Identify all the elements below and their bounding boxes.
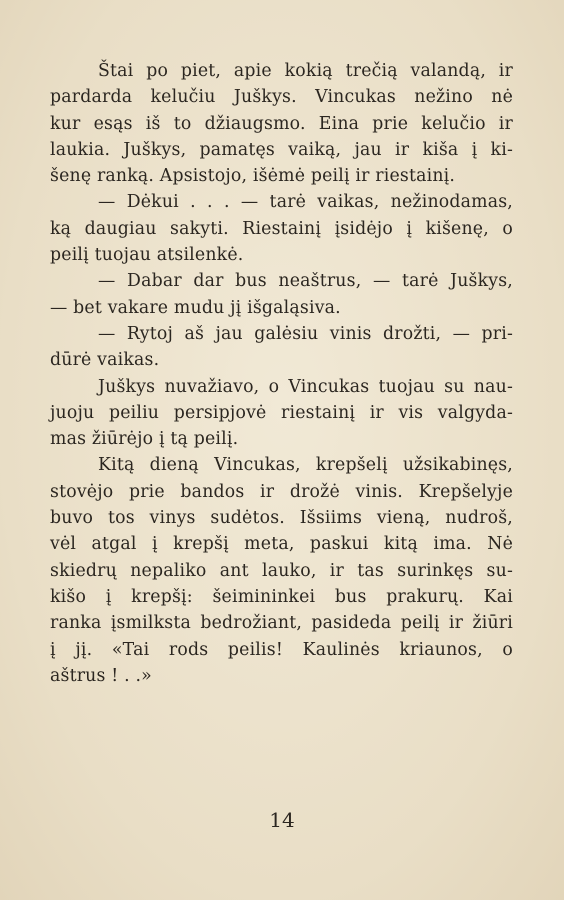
text-line: buvo tos vinys sudėtos. Išsiims vieną, nudroš, xyxy=(50,508,513,529)
text-line: — Dabar dar bus neaštrus, — tarė Juškys, xyxy=(98,271,513,292)
text-line: — Rytoj aš jau galėsiu vinis drožti, — pri- xyxy=(98,323,513,344)
text-line: — Dėkui . . . — tarė vaikas, nežinodamas, xyxy=(98,192,513,213)
text-line: dūrė vaikas. xyxy=(50,350,160,371)
page-number: 14 xyxy=(269,808,295,832)
text-line: kišo į krepšį: šeimininkei bus prakurų. Kai xyxy=(50,586,513,607)
text-line: į jį. «Tai rods peilis! Kaulinės kriaunos, o xyxy=(50,639,513,660)
text-line: peilį tuojau atsilenkė. xyxy=(50,245,244,266)
text-line: pardarda kelučiu Juškys. Vincukas nežino nė xyxy=(50,87,513,108)
text-line: mas žiūrėjo į tą peilį. xyxy=(50,429,239,450)
text-line: Štai po piet, apie kokią trečią valandą, ir xyxy=(98,61,513,81)
text-line: ranka įsmilksta bedrožiant, pasideda peilį ir žiūri xyxy=(50,613,513,634)
text-line: Juškys nuvažiavo, o Vincukas tuojau su nau- xyxy=(98,376,513,397)
text-line: juoju peiliu persipjovė riestainį ir vis valgyda- xyxy=(50,402,513,423)
text-line: stovėjo prie bandos ir drožė vinis. Krepšelyje xyxy=(50,481,513,502)
text-line: kur esąs iš to džiaugsmo. Eina prie kelučio ir xyxy=(50,113,513,134)
text-line: Kitą dieną Vincukas, krepšelį užsikabinęs, xyxy=(98,455,513,476)
text-line: laukia. Juškys, pamatęs vaiką, jau ir kiša į ki- xyxy=(50,139,513,160)
text-line: vėl atgal į krepšį meta, paskui kitą ima. Nė xyxy=(50,534,513,555)
text-line: aštrus ! . .» xyxy=(50,665,152,686)
text-line: skiedrų nepaliko ant lauko, ir tas surinkęs su- xyxy=(50,560,513,581)
text-line: ką daugiau sakyti. Riestainį įsidėjo į kišenę, o xyxy=(50,218,513,239)
text-line: šenę ranką. Apsistojo, išėmė peilį ir riestainį. xyxy=(50,166,456,187)
text-line: — bet vakare mudu jį išgaląsiva. xyxy=(50,297,341,318)
body-text xyxy=(50,58,513,689)
